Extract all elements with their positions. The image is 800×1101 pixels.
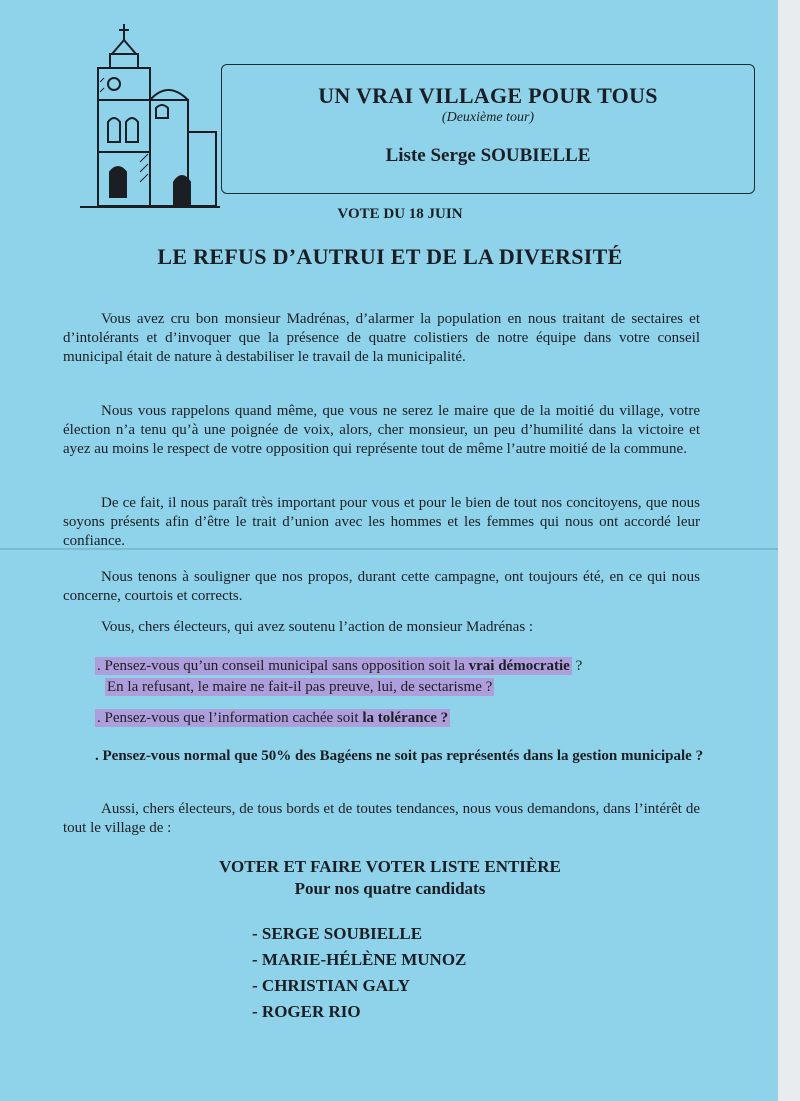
paragraph-3: De ce fait, il nous paraît très important pour vous et pour le bien de tout nos concitoyens, que nous soyons présents afin d’être le trait d’union avec les hommes et les femmes qui nous ont accordé leur confiance. [63, 495, 700, 549]
call-to-action-line-2: Pour nos quatre candidats [294, 879, 486, 898]
question-1-emphasis: vrai démocratie [468, 658, 570, 674]
question-2-emphasis: la tolérance ? [362, 710, 449, 726]
round-subtitle: (Deuxième tour) [441, 110, 535, 125]
paragraph-2: Nous vous rappelons quand même, que vous ne serez le maire que de la moitié du village, votre élection n’a tenu qu’à une poignée de voix, alors, cher monsieur, un peu d’humilité dans la victoire et ayez au moins le respect de votre opposition qui représente tout de même l’autre moitié de la commune. [63, 403, 700, 457]
question-1-mark: ? [571, 658, 583, 674]
question-1-line-2: En la refusant, le maire ne fait-il pas preuve, lui, de sectarisme ? [107, 679, 493, 695]
candidate-item: - ROGER RIO [252, 1002, 361, 1021]
question-2-text: . Pensez-vous que l’information cachée soit [97, 710, 363, 726]
header-box [221, 64, 755, 194]
vote-date: VOTE DU 18 JUIN [337, 206, 463, 222]
headline: LE REFUS D’AUTRUI ET DE LA DIVERSITÉ [157, 244, 623, 269]
question-2 [95, 708, 705, 729]
candidate-item: - CHRISTIAN GALY [252, 976, 411, 995]
question-1-highlight [95, 657, 572, 675]
candidate-item: - MARIE-HÉLÈNE MUNOZ [252, 950, 467, 969]
question-2-highlight [95, 709, 450, 727]
list-slogan-title: UN VRAI VILLAGE POUR TOUS [318, 83, 658, 108]
question-1 [95, 656, 705, 698]
paragraph-5: Vous, chers électeurs, qui avez soutenu l’action de monsieur Madrénas : [101, 619, 534, 635]
church-bell-tower-icon [70, 22, 220, 212]
closing-paragraph: Aussi, chers électeurs, de tous bords et de toutes tendances, nous vous demandons, dans l’intérêt de tout le village de : [63, 801, 700, 836]
question-1-text: . Pensez-vous qu’un conseil municipal sans opposition soit la [97, 658, 469, 674]
call-to-action-line-1: VOTER ET FAIRE VOTER LISTE ENTIÈRE [219, 857, 561, 876]
paragraph-1: Vous avez cru bon monsieur Madrénas, d’alarmer la population en nous traitant de sectaires et d’intolérants et d’invoquer que la présence de quatre colistiers de notre équipe dans votre conseil municipal était de nature à destabiliser le travail de la municipalité. [63, 311, 700, 365]
candidate-item: - SERGE SOUBIELLE [252, 924, 423, 943]
list-name: Liste Serge SOUBIELLE [385, 145, 591, 166]
question-3: . Pensez-vous normal que 50% des Bagéens ne soit pas représentés dans la gestion municipale ? [95, 748, 704, 764]
paragraph-4: Nous tenons à souligner que nos propos, durant cette campagne, ont toujours été, en ce qui nous concerne, courtois et corrects. [63, 569, 700, 604]
